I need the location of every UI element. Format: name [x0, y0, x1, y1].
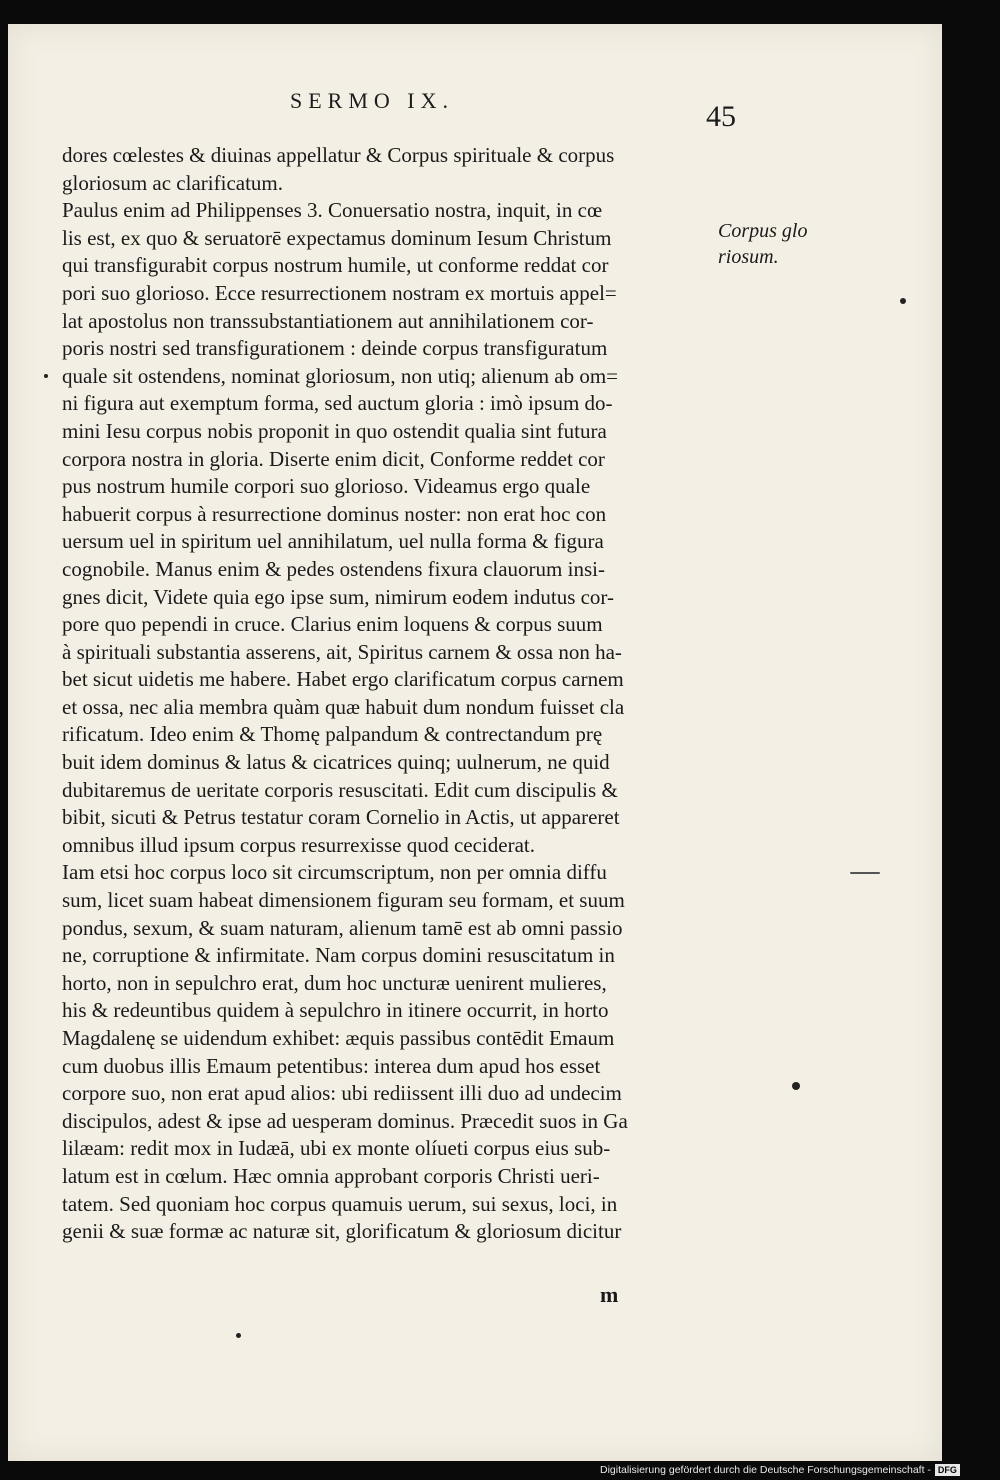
- text-line: corpora nostra in gloria. Diserte enim dicit, Conforme reddet cor: [62, 446, 605, 471]
- text-line: Iam etsi hoc corpus loco sit circumscriptum, non per omnia diffu: [62, 860, 607, 885]
- text-line: pori suo glorioso. Ecce resurrectionem nostram ex mortuis appel=: [62, 280, 617, 305]
- text-line: cognobile. Manus enim & pedes ostendens fixura clauorum insi-: [62, 556, 605, 581]
- text-line: horto, non in sepulchro erat, dum hoc uncturæ uenirent mulieres,: [62, 970, 607, 995]
- ink-speck: [792, 1082, 800, 1090]
- text-line: bet sicut uidetis me habere. Habet ergo clarificatum corpus carnem: [62, 667, 624, 692]
- text-line: pondus, sexum, & suam naturam, alienum tamē est ab omni passio: [62, 915, 623, 940]
- text-line: corpore suo, non erat apud alios: ubi rediissent illi duo ad undecim: [62, 1081, 622, 1106]
- text-line: ne, corruptione & infirmitate. Nam corpus domini resuscitatum in: [62, 943, 615, 968]
- text-line: uersum uel in spiritum uel annihilatum, uel nulla forma & figura: [62, 529, 604, 554]
- text-line: gloriosum ac clarificatum.: [62, 170, 284, 195]
- text-line: Magdalenę se uidendum exhibet: æquis passibus contēdit Emaum: [62, 1026, 615, 1050]
- text-line: ni figura aut exemptum forma, sed auctum gloria : imò ipsum do-: [62, 391, 613, 416]
- dfg-logo: DFG: [935, 1464, 960, 1476]
- footer-credit: [600, 1462, 960, 1478]
- text-line: cum duobus illis Emaum petentibus: interea dum apud hos esset: [62, 1053, 601, 1078]
- text-line: his & redeuntibus quidem à sepulchro in itinere occurrit, in horto: [62, 998, 609, 1023]
- text-line: latum est in cœlum. Hæc omnia approbant corporis Christi ueri-: [62, 1163, 600, 1188]
- marginal-note-line: Corpus glo: [718, 220, 808, 242]
- text-line: lilæam: redit mox in Iudæā, ubi ex monte olíueti corpus eius sub-: [62, 1136, 611, 1161]
- text-line: gnes dicit, Videte quia ego ipse sum, nimirum eodem indutus cor-: [62, 584, 614, 609]
- text-line: genii & suæ formæ ac naturæ sit, glorificatum & gloriosum dicitur: [62, 1219, 622, 1244]
- text-line: dores cœlestes & diuinas appellatur & Corpus spirituale & corpus: [62, 143, 615, 167]
- marginal-note: [718, 218, 807, 270]
- footer-text: Digitalisierung gefördert durch die Deutsche Forschungsgemeinschaft -: [600, 1464, 931, 1476]
- text-line: lat apostolus non transsubstantiationem aut annihilationem cor-: [62, 308, 594, 333]
- text-line: buit idem dominus & latus & cicatrices quinq; uulnerum, ne quid: [62, 750, 610, 775]
- running-title: SERMO IX.: [290, 88, 455, 113]
- text-line: quale sit ostendens, nominat gloriosum, non utiq; alienum ab om=: [62, 363, 619, 388]
- text-line: habuerit corpus à resurrectione dominus noster: non erat hoc con: [62, 501, 607, 526]
- text-line: Paulus enim ad Philippenses 3. Conuersatio nostra, inquit, in cœ: [62, 198, 603, 223]
- text-line: dubitaremus de ueritate corporis resuscitati. Edit cum discipulis &: [62, 777, 618, 802]
- ink-speck: [236, 1333, 241, 1338]
- catchword: m: [600, 1282, 619, 1307]
- text-line: tatem. Sed quoniam hoc corpus quamuis uerum, sui sexus, loci, in: [62, 1191, 618, 1216]
- text-line: qui transfigurabit corpus nostrum humile, ut conforme reddat cor: [62, 253, 609, 278]
- text-line: mini Iesu corpus nobis proponit in quo ostendit qualia sint futura: [62, 418, 607, 443]
- text-line: rificatum. Ideo enim & Thomę palpandum & contrectandum prę: [62, 722, 603, 747]
- text-line: et ossa, nec alia membra quàm quæ habuit dum nondum fuisset cla: [62, 694, 625, 719]
- ink-speck: [900, 298, 906, 304]
- text-line: bibit, sicuti & Petrus testatur coram Cornelio in Actis, ut appareret: [62, 805, 620, 830]
- text-line: discipulos, adest & ipse ad uesperam dominus. Præcedit suos in Ga: [62, 1108, 628, 1133]
- text-line: lis est, ex quo & seruatorē expectamus dominum Iesum Christum: [62, 225, 612, 250]
- page-number: 45: [706, 100, 736, 133]
- ink-speck: [44, 374, 48, 378]
- marginal-note-line: riosum.: [718, 246, 779, 268]
- text-line: poris nostri sed transfigurationem : deinde corpus transfiguratum: [62, 336, 608, 361]
- text-line: à spirituali substantia asserens, ait, Spiritus carnem & ossa non ha-: [62, 639, 622, 664]
- text-line: omnibus illud ipsum corpus resurrexisse quod ceciderat.: [62, 832, 535, 857]
- text-line: pus nostrum humile corpori suo glorioso. Videamus ergo quale: [62, 474, 591, 499]
- ink-speck: [850, 872, 880, 874]
- body-text: [62, 142, 722, 1246]
- text-line: pore quo pependi in cruce. Clarius enim loquens & corpus suum: [62, 612, 603, 637]
- text-line: sum, licet suam habeat dimensionem figuram seu formam, et suum: [62, 888, 625, 913]
